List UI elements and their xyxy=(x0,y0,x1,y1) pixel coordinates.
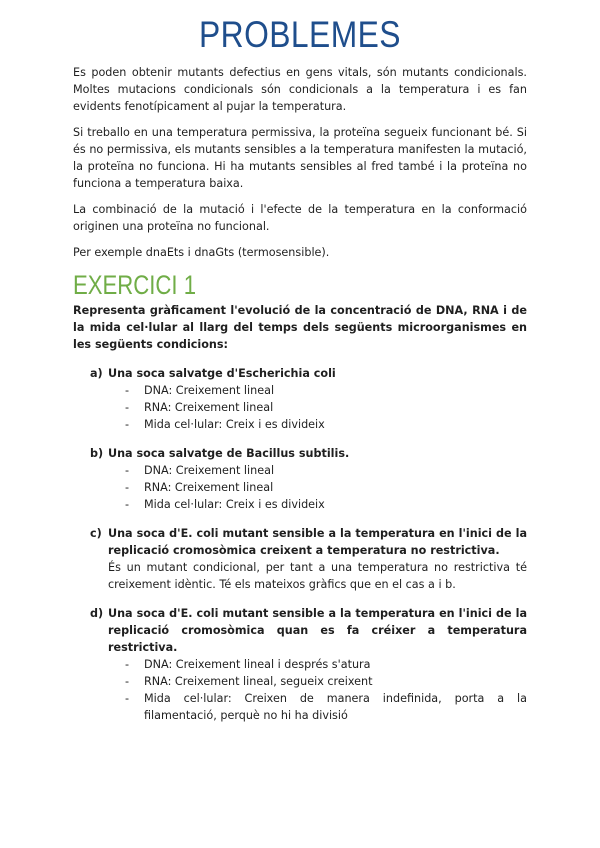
list-item-text: DNA: Creixement lineal xyxy=(144,384,275,397)
item-title: Una soca d'E. coli mutant sensible a la temperatura en l'inici de la replicació cromosòmica quan es fa créixer a temperatura restrictiva. xyxy=(108,607,527,654)
list-item xyxy=(125,690,527,724)
item-bullet-list xyxy=(125,382,527,433)
item-title: Una soca salvatge d'Escherichia coli xyxy=(108,367,336,380)
dash-bullet-icon: - xyxy=(125,658,130,671)
intro-paragraph-1: Es poden obtenir mutants defectius en gens vitals, són mutants condicionals. Moltes mutacions condicionals són condicionals a la temperatura i es fan evidents fenotípicament al pujar la temperatura. xyxy=(73,66,527,113)
list-item-text: RNA: Creixement lineal xyxy=(144,401,274,414)
exercise-item-b xyxy=(90,445,527,513)
list-item xyxy=(125,416,527,433)
item-bullet-list xyxy=(125,462,527,513)
intro-paragraph-2: Si treballo en una temperatura permissiva, la proteïna segueix funcionant bé. Si és no permissiva, els mutants sensibles a la temperatura manifesten la mutació, la proteïna no funciona. Hi ha mutants sensibles al fred també i la proteïna no funciona a temperatura baixa. xyxy=(73,126,527,190)
item-title: Una soca salvatge de Bacillus subtilis. xyxy=(108,447,350,460)
dash-bullet-icon: - xyxy=(125,401,130,414)
list-item-text: DNA: Creixement lineal i després s'atura xyxy=(144,658,371,671)
dash-bullet-icon: - xyxy=(125,418,130,431)
item-letter: b) xyxy=(90,447,104,460)
item-bullet-list xyxy=(125,656,527,724)
list-item xyxy=(125,496,527,513)
dash-bullet-icon: - xyxy=(125,675,130,688)
item-note: És un mutant condicional, per tant a una temperatura no restrictiva té creixement idèntic. Té els mateixos gràfics que en el cas a i b. xyxy=(108,561,527,591)
list-item xyxy=(125,462,527,479)
list-item-text: Mida cel·lular: Creix i es divideix xyxy=(144,498,325,511)
list-item xyxy=(125,656,527,673)
page-title: PROBLEMES xyxy=(199,14,401,55)
dash-bullet-icon: - xyxy=(125,498,130,511)
item-letter: c) xyxy=(90,527,102,540)
list-item-text: RNA: Creixement lineal xyxy=(144,481,274,494)
list-item-text: Mida cel·lular: Creix i es divideix xyxy=(144,418,325,431)
list-item xyxy=(125,382,527,399)
exercise-task: Representa gràficament l'evolució de la concentració de DNA, RNA i de la mida cel·lular al llarg del temps dels següents microorganismes en les següents condicions: xyxy=(73,304,527,351)
exercise-item-d xyxy=(90,605,527,724)
list-item xyxy=(125,479,527,496)
dash-bullet-icon: - xyxy=(125,481,130,494)
exercise-item-a xyxy=(90,365,527,433)
list-item-text: Mida cel·lular: Creixen de manera indefinida, porta a la filamentació, perquè no hi ha divisió xyxy=(144,692,527,722)
item-letter: a) xyxy=(90,367,103,380)
list-item xyxy=(125,399,527,416)
exercise-heading: EXERCICI 1 xyxy=(73,270,197,300)
list-item-text: DNA: Creixement lineal xyxy=(144,464,275,477)
document-body xyxy=(73,64,527,724)
intro-paragraph-3: La combinació de la mutació i l'efecte de la temperatura en la conformació originen una proteïna no funcional. xyxy=(73,203,527,233)
dash-bullet-icon: - xyxy=(125,692,130,705)
dash-bullet-icon: - xyxy=(125,464,130,477)
item-title: Una soca d'E. coli mutant sensible a la temperatura en l'inici de la replicació cromosòmica creixent a temperatura no restrictiva. xyxy=(108,527,527,557)
list-item xyxy=(125,673,527,690)
item-letter: d) xyxy=(90,607,104,620)
list-item-text: RNA: Creixement lineal, segueix creixent xyxy=(144,675,373,688)
dash-bullet-icon: - xyxy=(125,384,130,397)
exercise-item-c xyxy=(90,525,527,593)
intro-paragraph-4: Per exemple dnaEts i dnaGts (termosensible). xyxy=(73,246,330,259)
